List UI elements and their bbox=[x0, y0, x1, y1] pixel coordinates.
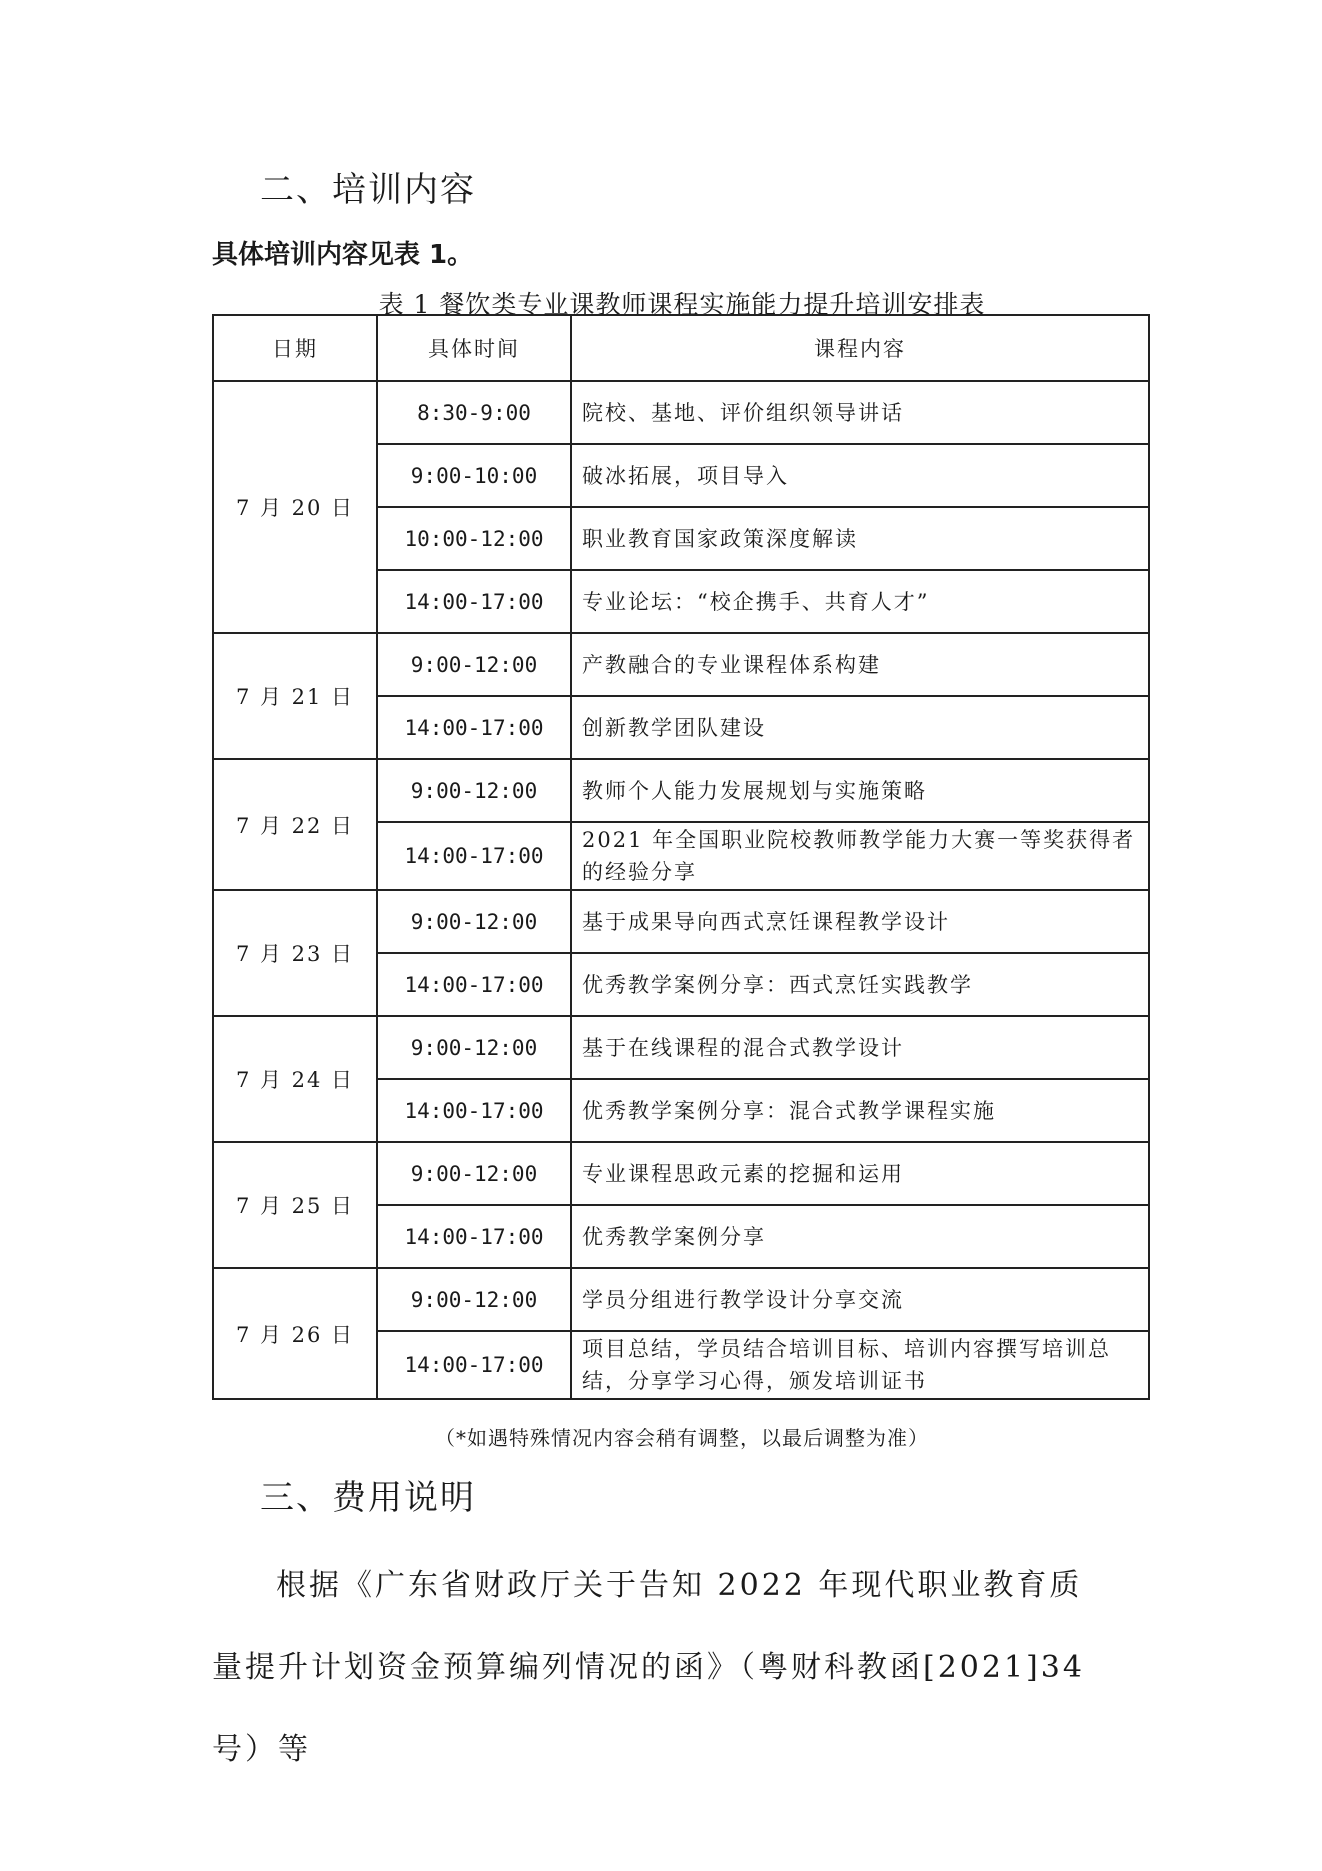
session-content: 优秀教学案例分享：混合式教学课程实施 bbox=[571, 1079, 1149, 1142]
section-heading-fees: 三、费用说明 bbox=[260, 1478, 476, 1518]
table-note: （*如遇特殊情况内容会稍有调整，以最后调整为准） bbox=[435, 1426, 929, 1450]
table-row bbox=[213, 633, 1149, 696]
session-content: 基于成果导向西式烹饪课程教学设计 bbox=[571, 890, 1149, 953]
table-row bbox=[213, 381, 1149, 444]
section-intro: 具体培训内容见表 1。 bbox=[212, 240, 474, 270]
session-time: 9:00-12:00 bbox=[377, 1016, 571, 1079]
table-header-row bbox=[213, 315, 1149, 381]
session-content: 破冰拓展，项目导入 bbox=[571, 444, 1149, 507]
section-heading-training-content: 二、培训内容 bbox=[260, 170, 476, 210]
table-row bbox=[213, 1142, 1149, 1205]
session-content: 职业教育国家政策深度解读 bbox=[571, 507, 1149, 570]
session-time: 9:00-10:00 bbox=[377, 444, 571, 507]
day-date: 7 月 25 日 bbox=[213, 1142, 377, 1268]
session-content: 学员分组进行教学设计分享交流 bbox=[571, 1268, 1149, 1331]
table-caption: 表 1 餐饮类专业课教师课程实施能力提升培训安排表 bbox=[378, 290, 986, 319]
table-row bbox=[213, 759, 1149, 822]
session-time: 10:00-12:00 bbox=[377, 507, 571, 570]
session-time: 9:00-12:00 bbox=[377, 1268, 571, 1331]
session-time: 9:00-12:00 bbox=[377, 759, 571, 822]
session-time: 14:00-17:00 bbox=[377, 1079, 571, 1142]
session-content: 教师个人能力发展规划与实施策略 bbox=[571, 759, 1149, 822]
table-row bbox=[213, 1016, 1149, 1079]
session-content: 院校、基地、评价组织领导讲话 bbox=[571, 381, 1149, 444]
session-time: 14:00-17:00 bbox=[377, 1331, 571, 1399]
table-row bbox=[213, 1268, 1149, 1331]
session-content: 优秀教学案例分享 bbox=[571, 1205, 1149, 1268]
fees-paragraph: 根据《广东省财政厅关于告知 2022 年现代职业教育质量提升计划资金预算编列情况的函》（粤财科教函[2021]34 号）等 bbox=[212, 1568, 1085, 1767]
session-time: 9:00-12:00 bbox=[377, 633, 571, 696]
session-content: 产教融合的专业课程体系构建 bbox=[571, 633, 1149, 696]
session-time: 14:00-17:00 bbox=[377, 570, 571, 633]
header-content: 课程内容 bbox=[571, 315, 1149, 381]
day-date: 7 月 22 日 bbox=[213, 759, 377, 890]
session-content: 专业课程思政元素的挖掘和运用 bbox=[571, 1142, 1149, 1205]
session-content: 项目总结，学员结合培训目标、培训内容撰写培训总结，分享学习心得，颁发培训证书 bbox=[571, 1331, 1149, 1399]
session-content: 专业论坛：“校企携手、共育人才” bbox=[571, 570, 1149, 633]
session-time: 14:00-17:00 bbox=[377, 822, 571, 890]
schedule-table bbox=[212, 314, 1150, 1400]
session-time: 14:00-17:00 bbox=[377, 953, 571, 1016]
session-time: 9:00-12:00 bbox=[377, 1142, 571, 1205]
day-date: 7 月 24 日 bbox=[213, 1016, 377, 1142]
session-time: 14:00-17:00 bbox=[377, 1205, 571, 1268]
header-time: 具体时间 bbox=[377, 315, 571, 381]
header-date: 日期 bbox=[213, 315, 377, 381]
session-content: 2021 年全国职业院校教师教学能力大赛一等奖获得者的经验分享 bbox=[571, 822, 1149, 890]
day-date: 7 月 20 日 bbox=[213, 381, 377, 633]
day-date: 7 月 23 日 bbox=[213, 890, 377, 1016]
session-time: 8:30-9:00 bbox=[377, 381, 571, 444]
day-date: 7 月 21 日 bbox=[213, 633, 377, 759]
day-date: 7 月 26 日 bbox=[213, 1268, 377, 1399]
session-content: 优秀教学案例分享：西式烹饪实践教学 bbox=[571, 953, 1149, 1016]
session-content: 基于在线课程的混合式教学设计 bbox=[571, 1016, 1149, 1079]
session-time: 14:00-17:00 bbox=[377, 696, 571, 759]
session-content: 创新教学团队建设 bbox=[571, 696, 1149, 759]
session-time: 9:00-12:00 bbox=[377, 890, 571, 953]
table-row bbox=[213, 890, 1149, 953]
